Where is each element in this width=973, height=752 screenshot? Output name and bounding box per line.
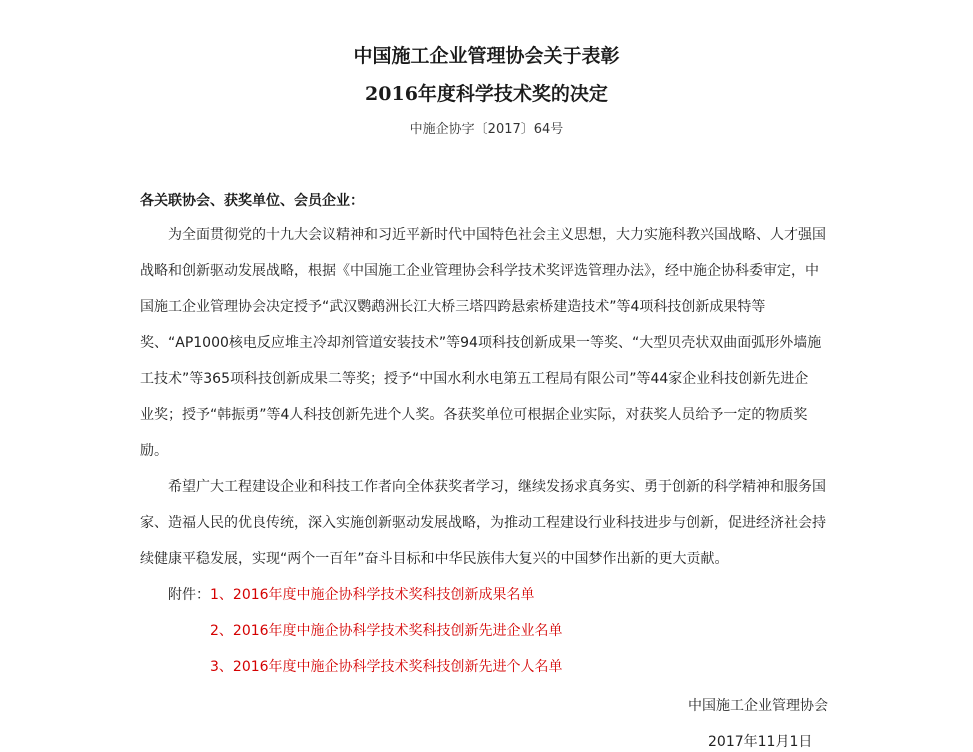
paragraph-2-line: 家、造福人民的优良传统，深入实施创新驱动发展战略，为推动工程建设行业科技进步与创新，促进经济社会持 [140,515,826,531]
attachments-label: 附件： [168,587,210,603]
paragraph-1-line: 为全面贯彻党的十九大会议精神和习近平新时代中国特色社会主义思想，大力实施科教兴国战略、人才强国 [168,227,826,243]
signature-organization: 中国施工企业管理协会 [688,698,828,714]
attachment-link[interactable]: 2、2016年度中施企协科学技术奖科技创新先进企业名单 [210,623,563,639]
paragraph-2-line: 希望广大工程建设企业和科技工作者向全体获奖者学习，继续发扬求真务实、勇于创新的科学精神和服务国 [168,479,826,495]
document-number: 中施企协字〔2017〕64号 [409,122,564,137]
attachment-link[interactable]: 1、2016年度中施企协科学技术奖科技创新成果名单 [210,587,535,603]
paragraph-1-line: 励。 [140,443,168,459]
paragraph-2-line: 续健康平稳发展，实现“两个一百年”奋斗目标和中华民族伟大复兴的中国梦作出新的更大贡献。 [140,551,729,567]
paragraph-1-line: 奖、“AP1000核电反应堆主冷却剂管道安装技术”等94项科技创新成果一等奖、“大型贝壳状双曲面弧形外墙施 [140,335,822,351]
document-title-line2: 2016年度科学技术奖的决定 [365,83,608,105]
attachment-row-1 [168,586,535,604]
paragraph-1-line: 战略和创新驱动发展战略，根据《中国施工企业管理协会科学技术奖评选管理办法》，经中施企协科委审定，中 [140,263,819,279]
salutation: 各关联协会、获奖单位、会员企业： [140,193,364,209]
paragraph-1-line: 国施工企业管理协会决定授予“武汉鹦鹉洲长江大桥三塔四跨悬索桥建造技术”等4项科技创新成果特等 [140,299,766,315]
attachment-link[interactable]: 3、2016年度中施企协科学技术奖科技创新先进个人名单 [210,659,563,675]
paragraph-1-line: 工技术”等365项科技创新成果二等奖；授予“中国水利水电第五工程局有限公司”等44家企业科技创新先进企 [140,371,809,387]
paragraph-1-line: 业奖；授予“韩振勇”等4人科技创新先进个人奖。各获奖单位可根据企业实际，对获奖人员给予一定的物质奖 [140,407,808,423]
signature-date: 2017年11月1日 [708,734,813,750]
document-title-line1: 中国施工企业管理协会关于表彰 [353,45,620,67]
